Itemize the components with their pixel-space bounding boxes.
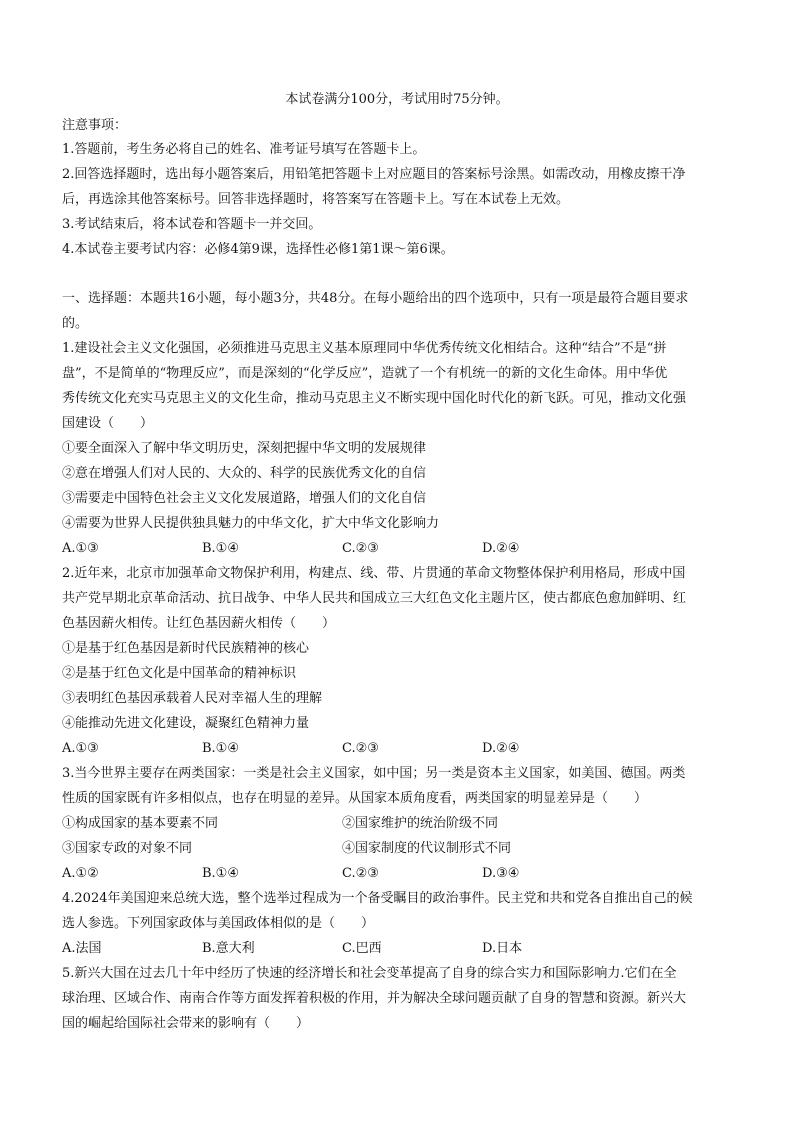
question-1-stem: 国建设（ ） [62, 416, 154, 431]
question-5-stem: 球治理、区域合作、南南合作等方面发挥着积极的作用，并为解决全球问题贡献了自身的智慧和资源。新兴大 [62, 991, 687, 1006]
question-1-option-d: D.②④ [482, 541, 520, 556]
question-2-option-d: D.②④ [482, 741, 520, 756]
question-1-item: ①要全面深入了解中华文明历史，深刻把握中华文明的发展规律 [62, 441, 427, 456]
question-2-item: ③表明红色基因承载着人民对幸福人生的理解 [62, 691, 323, 706]
question-3-item: ④国家制度的代议制形式不同 [342, 841, 512, 856]
question-3-item: ②国家维护的统治阶级不同 [342, 816, 499, 831]
question-3-item: ①构成国家的基本要素不同 [62, 816, 219, 831]
notice-item: 4.本试卷主要考试内容：必修4第9课，选择性必修1第1课～第6课。 [62, 242, 454, 257]
notice-item: 1.答题前，考生务必将自己的姓名、准考证号填写在答题卡上。 [62, 142, 426, 157]
question-3-item: ③国家专政的对象不同 [62, 841, 193, 856]
question-1-stem: 盘”，不是简单的“物理反应”，而是深刻的“化学反应”，造就了一个有机统一的新的文化生命体。用中华优 [62, 366, 668, 381]
question-4-stem: 选人参选。下列国家政体与美国政体相似的是（ ） [62, 916, 375, 931]
question-2-item: ④能推动先进文化建设，凝聚红色精神力量 [62, 716, 310, 731]
section-heading: 一、选择题：本题共16小题，每小题3分，共48分。在每小题给出的四个选项中，只有一项是最符合题目要求 [62, 291, 689, 306]
question-4-option-b: B.意大利 [202, 941, 255, 956]
question-1-item: ③需要走中国特色社会主义文化发展道路，增强人们的文化自信 [62, 491, 427, 506]
question-1-option-a: A.①③ [62, 541, 99, 556]
question-2-option-a: A.①③ [62, 741, 99, 756]
question-2-stem: 色基因薪火相传。让红色基因薪火相传（ ） [62, 616, 336, 631]
exam-info: 本试卷满分100分，考试用时75分钟。 [285, 92, 509, 107]
question-1-option-c: C.②③ [342, 541, 379, 556]
question-2-stem: 2.近年来，北京市加强革命文物保护利用，构建点、线、带、片贯通的革命文物整体保护利用格局，形成中国 [62, 566, 686, 581]
question-3-option-a: A.①② [62, 866, 99, 881]
question-3-stem: 性质的国家既有许多相似点，也存在明显的差异。从国家本质角度看，两类国家的明显差异是（ ） [62, 791, 648, 806]
question-2-stem: 共产党早期北京革命活动、抗日战争、中华人民共和国成立三大红色文化主题片区，使古都底色愈加鲜明、红 [62, 591, 687, 606]
notice-item: 后，再选涂其他答案标号。回答非选择题时，将答案写在答题卡上。写在本试卷上无效。 [62, 192, 570, 207]
question-1-stem: 秀传统文化充实马克思主义的文化生命，推动马克思主义不断实现中国化时代化的新飞跃。可见，推动文化强 [62, 391, 687, 406]
question-4-option-c: C.巴西 [342, 941, 382, 956]
question-2-option-b: B.①④ [202, 741, 239, 756]
section-heading: 的。 [62, 316, 89, 331]
question-5-stem: 国的崛起给国际社会带来的影响有（ ） [62, 1016, 310, 1031]
question-4-option-d: D.日本 [482, 941, 523, 956]
question-4-stem: 4.2024年美国迎来总统大选，整个选举过程成为一个备受瞩目的政治事件。民主党和共和党各自推出自己的候 [62, 891, 693, 906]
notice-title: 注意事项： [62, 118, 128, 133]
notice-item: 3.考试结束后，将本试卷和答题卡一并交回。 [62, 217, 322, 232]
notice-item: 2.回答选择题时，选出每小题答案后，用铅笔把答题卡上对应题目的答案标号涂黑。如需改动，用橡皮擦干净 [62, 167, 686, 182]
question-1-option-b: B.①④ [202, 541, 239, 556]
question-3-option-b: B.①④ [202, 866, 239, 881]
question-1-item: ④需要为世界人民提供独具魅力的中华文化，扩大中华文化影响力 [62, 516, 440, 531]
question-1-stem: 1.建设社会主义文化强国，必须推进马克思主义基本原理同中华优秀传统文化相结合。这种“结合”不是“拼 [62, 341, 667, 356]
question-4-option-a: A.法国 [62, 941, 102, 956]
question-2-option-c: C.②③ [342, 741, 379, 756]
question-2-item: ②是基于红色文化是中国革命的精神标识 [62, 666, 297, 681]
question-3-option-d: D.③④ [482, 866, 520, 881]
question-2-item: ①是基于红色基因是新时代民族精神的核心 [62, 641, 310, 656]
question-5-stem: 5.新兴大国在过去几十年中经历了快速的经济增长和社会变革提高了自身的综合实力和国际影响力.它们在全 [62, 966, 677, 981]
question-1-item: ②意在增强人们对人民的、大众的、科学的民族优秀文化的自信 [62, 466, 427, 481]
question-3-stem: 3.当今世界主要存在两类国家：一类是社会主义国家，如中国；另一类是资本主义国家，如美国、德国。两类 [62, 766, 686, 781]
question-3-option-c: C.②③ [342, 866, 379, 881]
